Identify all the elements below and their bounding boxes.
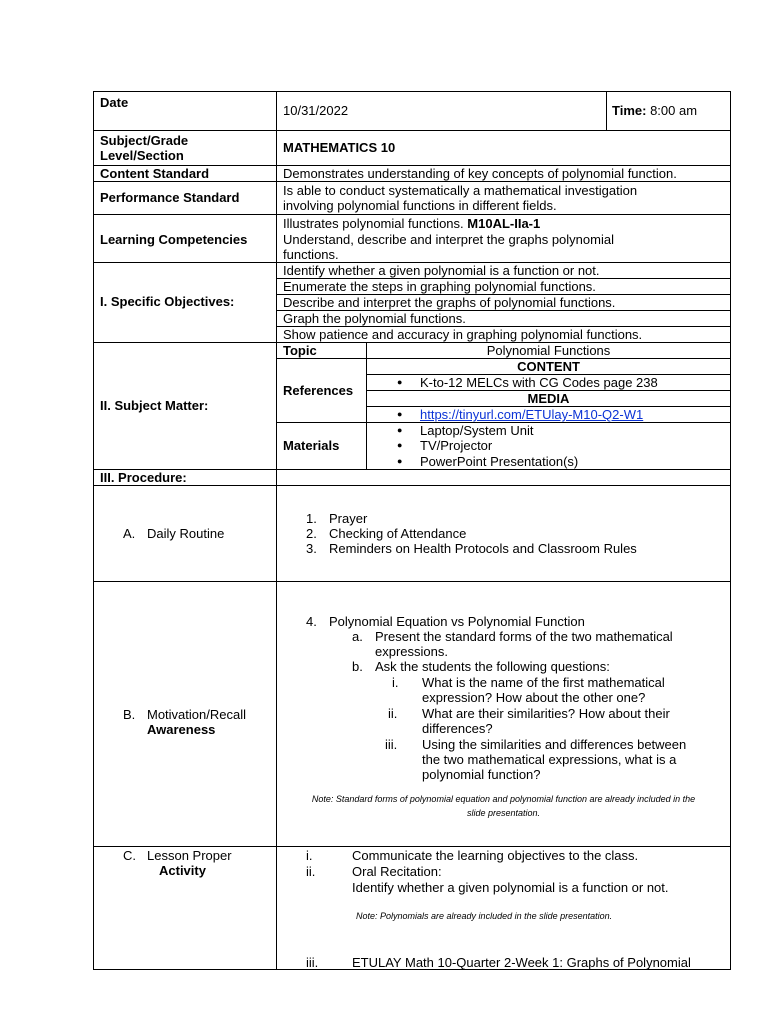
- daily-item: Checking of Attendance: [329, 526, 467, 541]
- lesson-label: Lesson Proper: [147, 848, 232, 863]
- topic-label: Topic: [283, 343, 317, 358]
- bullet-icon: ●: [397, 456, 403, 466]
- media-link[interactable]: https://tinyurl.com/ETUlay-M10-Q2-W1: [420, 407, 644, 422]
- row-line: [93, 485, 731, 486]
- learning-competencies-line3: functions.: [283, 247, 339, 262]
- time-label: Time:: [612, 103, 647, 118]
- time-divider: [606, 91, 607, 130]
- roman-numeral: i.: [392, 675, 399, 690]
- subject-matter-label: II. Subject Matter:: [100, 398, 209, 413]
- motivation-letter: B.: [123, 707, 136, 722]
- motivation-sublabel: Awareness: [147, 722, 216, 737]
- motivation-note-line2: slide presentation.: [466, 808, 541, 818]
- list-letter: a.: [352, 629, 363, 644]
- motivation-label: Motivation/Recall: [147, 707, 246, 722]
- performance-standard-line2: involving polynomial functions in different fields.: [283, 198, 557, 213]
- list-number: 2.: [306, 526, 317, 541]
- learning-competencies-line1: [283, 216, 540, 231]
- bullet-icon: ●: [397, 425, 403, 435]
- question-line: What is the name of the first mathematical: [422, 675, 665, 690]
- bullet-icon: ●: [397, 440, 403, 450]
- lesson-note: Note: Polynomials are already included in the slide presentation.: [356, 911, 613, 921]
- performance-standard-line1: Is able to conduct systematically a mathematical investigation: [283, 183, 638, 198]
- objective-item: Show patience and accuracy in graphing polynomial functions.: [283, 327, 643, 342]
- learning-competencies-line2: Understand, describe and interpret the graphs polynomial: [283, 232, 614, 247]
- question-line: Using the similarities and differences between: [422, 737, 687, 752]
- row-line: [93, 181, 731, 182]
- border-left: [93, 91, 94, 970]
- lesson-iii-line: ETULAY Math 10-Quarter 2-Week 1: Graphs of Polynomial: [352, 955, 691, 970]
- procedure-label: III. Procedure:: [100, 470, 187, 485]
- lesson-ii-line1: Oral Recitation:: [352, 864, 442, 879]
- subject-label-line1: Subject/Grade: [100, 133, 189, 148]
- motivation-b-line: Ask the students the following questions:: [375, 659, 610, 674]
- question-line: polynomial function?: [422, 767, 541, 782]
- learning-competencies-label: Learning Competencies: [100, 232, 248, 247]
- lesson-ii-line2: Identify whether a given polynomial is a function or not.: [352, 880, 669, 895]
- objective-item: Graph the polynomial functions.: [283, 311, 466, 326]
- column-divider: [276, 130, 277, 970]
- date-label: Date: [100, 95, 129, 110]
- content-reference: K-to-12 MELCs with CG Codes page 238: [420, 375, 658, 390]
- content-header: CONTENT: [517, 359, 580, 374]
- lesson-letter: C.: [123, 848, 136, 863]
- subject-label-line2: Level/Section: [100, 148, 184, 163]
- motivation-note-line1: Note: Standard forms of polynomial equation and polynomial function are already included in the: [311, 794, 696, 804]
- daily-routine-label: Daily Routine: [147, 526, 225, 541]
- list-number: 1.: [306, 511, 317, 526]
- subject-value: MATHEMATICS 10: [283, 140, 396, 155]
- row-line: [93, 91, 731, 92]
- motivation-item: Polynomial Equation vs Polynomial Function: [329, 614, 585, 629]
- lesson-i-line: Communicate the learning objectives to the class.: [352, 848, 639, 863]
- topic-value: Polynomial Functions: [486, 343, 611, 358]
- bullet-icon: ●: [397, 377, 403, 387]
- material-item: PowerPoint Presentation(s): [420, 454, 579, 469]
- row-line: [93, 469, 731, 470]
- daily-item: Prayer: [329, 511, 368, 526]
- border-right: [730, 91, 731, 970]
- objective-item: Describe and interpret the graphs of polynomial functions.: [283, 295, 616, 310]
- roman-numeral: i.: [306, 848, 313, 863]
- objective-item: Identify whether a given polynomial is a function or not.: [283, 263, 600, 278]
- time-field: [612, 103, 697, 118]
- question-line: expression? How about the other one?: [422, 690, 646, 705]
- question-line: differences?: [422, 721, 493, 736]
- competency-code: M10AL-IIa-1: [467, 216, 541, 231]
- roman-numeral: iii.: [385, 737, 398, 752]
- materials-label: Materials: [283, 438, 340, 453]
- roman-numeral: ii.: [306, 864, 316, 879]
- competency-text: Illustrates polynomial functions.: [283, 216, 464, 231]
- objective-item: Enumerate the steps in graphing polynomial functions.: [283, 279, 596, 294]
- list-number: 4.: [306, 614, 317, 629]
- daily-routine-letter: A.: [123, 526, 136, 541]
- content-standard-value: Demonstrates understanding of key concepts of polynomial function.: [283, 166, 677, 181]
- column-divider-top: [276, 91, 277, 130]
- bullet-icon: ●: [397, 409, 403, 419]
- lesson-sublabel: Activity: [159, 863, 206, 878]
- motivation-a-line1: Present the standard forms of the two mathematical: [375, 629, 673, 644]
- question-line: the two mathematical expressions, what is a: [422, 752, 677, 767]
- roman-numeral: ii.: [388, 706, 398, 721]
- list-number: 3.: [306, 541, 317, 556]
- row-line: [93, 846, 731, 847]
- specific-objectives-label: I. Specific Objectives:: [100, 294, 235, 309]
- time-value: 8:00 am: [650, 103, 698, 118]
- material-item: TV/Projector: [420, 438, 493, 453]
- row-line: [93, 130, 731, 131]
- motivation-a-line2: expressions.: [375, 644, 448, 659]
- roman-numeral: iii.: [306, 955, 319, 970]
- material-item: Laptop/System Unit: [420, 423, 534, 438]
- daily-item: Reminders on Health Protocols and Classroom Rules: [329, 541, 637, 556]
- row-line: [93, 581, 731, 582]
- question-line: What are their similarities? How about their: [422, 706, 670, 721]
- content-standard-label: Content Standard: [100, 166, 210, 181]
- performance-standard-label: Performance Standard: [100, 190, 240, 205]
- media-header: MEDIA: [527, 391, 570, 406]
- list-letter: b.: [352, 659, 363, 674]
- row-line: [93, 214, 731, 215]
- references-label: References: [283, 383, 354, 398]
- date-value: 10/31/2022: [283, 103, 349, 118]
